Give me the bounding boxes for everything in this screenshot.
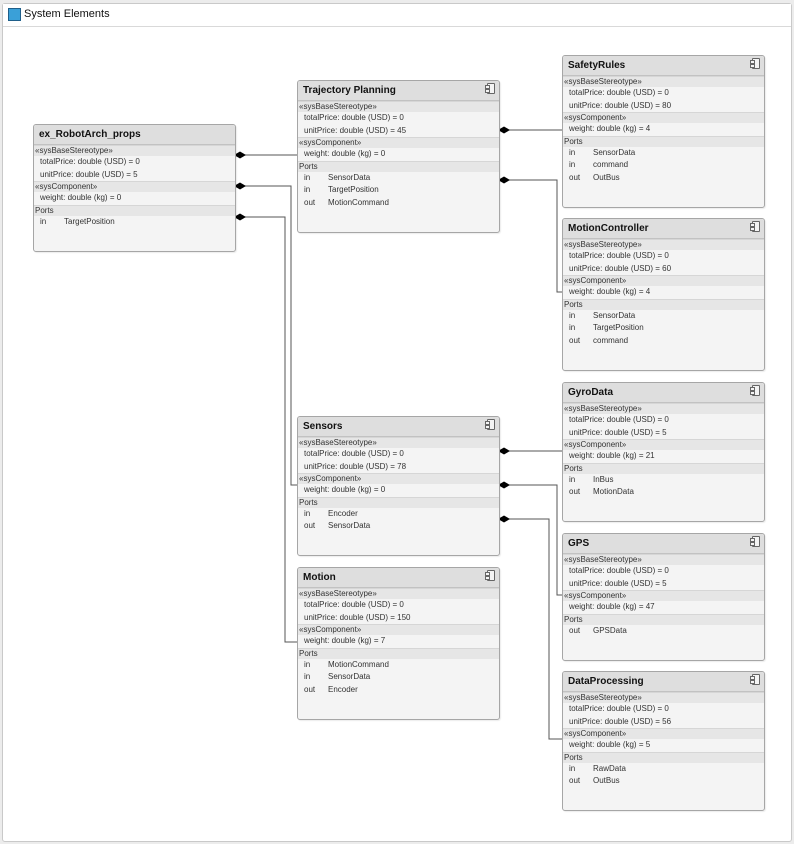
port-direction: in	[304, 508, 311, 518]
property-total-price: totalPrice: double (USD) = 0	[304, 600, 404, 609]
port-direction: out	[569, 776, 581, 785]
block-title: SafetyRules	[568, 60, 626, 71]
property-unit-price: unitPrice: double (USD) = 80	[569, 100, 672, 110]
property-unit-price: unitPrice: double (USD) = 78	[304, 461, 407, 471]
property-unit-price: unitPrice: double (USD) = 60	[569, 263, 672, 273]
port-row	[298, 671, 499, 684]
block-title: Trajectory Planning	[303, 85, 396, 96]
property-weight: weight: double (kg) = 21	[569, 451, 655, 460]
port-direction: in	[569, 763, 576, 773]
port-row	[563, 486, 764, 499]
property-weight: weight: double (kg) = 5	[569, 740, 651, 749]
port-row	[563, 147, 764, 160]
property-weight: weight: double (kg) = 0	[304, 149, 386, 158]
port-name: InBus	[593, 474, 614, 484]
base-stereotype-label: «sysBaseStereotype»	[563, 692, 764, 703]
port-row	[34, 216, 235, 229]
component-icon	[752, 58, 760, 69]
port-name: SensorData	[593, 147, 636, 157]
component-icon	[487, 419, 495, 430]
ports-label: Ports	[298, 161, 499, 172]
port-name: TargetPosition	[593, 323, 644, 332]
ports-label: Ports	[563, 463, 764, 474]
port-name: MotionData	[593, 487, 634, 496]
base-stereotype-label: «sysBaseStereotype»	[34, 145, 235, 156]
port-row	[298, 197, 499, 210]
property-total-price: totalPrice: double (USD) = 0	[569, 88, 669, 97]
port-direction: in	[569, 310, 576, 320]
port-direction: out	[304, 521, 316, 530]
port-direction: out	[569, 335, 581, 345]
property-weight: weight: double (kg) = 0	[304, 485, 386, 494]
property-total-price: totalPrice: double (USD) = 0	[569, 251, 669, 260]
base-stereotype-label: «sysBaseStereotype»	[298, 437, 499, 448]
property-total-price: totalPrice: double (USD) = 0	[569, 704, 669, 713]
block-data-processing[interactable]	[562, 671, 765, 811]
port-direction: out	[569, 625, 581, 635]
port-direction: in	[569, 147, 576, 157]
port-name: GPSData	[593, 625, 627, 635]
base-stereotype-label: «sysBaseStereotype»	[298, 101, 499, 112]
block-title: Motion	[303, 572, 336, 583]
port-row	[563, 322, 764, 335]
port-row	[298, 684, 499, 697]
port-direction: out	[569, 487, 581, 496]
component-stereotype-label: «sysComponent»	[563, 590, 764, 601]
component-stereotype-label: «sysComponent»	[563, 275, 764, 286]
port-row	[298, 659, 499, 672]
base-stereotype-label: «sysBaseStereotype»	[563, 76, 764, 87]
port-name: OutBus	[593, 172, 620, 182]
port-direction: in	[40, 216, 47, 226]
ports-label: Ports	[298, 648, 499, 659]
block-title: MotionController	[568, 223, 649, 234]
port-direction: out	[304, 197, 316, 207]
block-title: Sensors	[303, 421, 343, 432]
property-total-price: totalPrice: double (USD) = 0	[569, 566, 669, 575]
component-stereotype-label: «sysComponent»	[34, 181, 235, 192]
port-direction: in	[569, 474, 576, 484]
block-ex-robotarch-props[interactable]	[33, 124, 236, 252]
port-direction: in	[304, 172, 311, 182]
port-name: OutBus	[593, 776, 620, 785]
port-row	[563, 335, 764, 348]
base-stereotype-label: «sysBaseStereotype»	[563, 403, 764, 414]
block-title: GyroData	[568, 387, 614, 398]
connector-sensors-dataproc	[504, 519, 563, 739]
port-name: SensorData	[328, 672, 371, 681]
property-total-price: totalPrice: double (USD) = 0	[569, 415, 669, 424]
block-title: ex_RobotArch_props	[39, 129, 141, 140]
component-icon	[752, 674, 760, 685]
port-name: RawData	[593, 763, 626, 773]
ports-label: Ports	[298, 497, 499, 508]
component-icon	[752, 385, 760, 396]
block-safety-rules[interactable]	[562, 55, 765, 208]
block-title: GPS	[568, 538, 590, 549]
port-direction: in	[304, 672, 311, 681]
port-name: MotionCommand	[328, 659, 389, 669]
ports-label: Ports	[563, 614, 764, 625]
port-row	[563, 625, 764, 638]
port-direction: in	[569, 323, 576, 332]
component-stereotype-label: «sysComponent»	[563, 728, 764, 739]
property-weight: weight: double (kg) = 7	[304, 636, 386, 645]
base-stereotype-label: «sysBaseStereotype»	[563, 239, 764, 250]
property-unit-price: unitPrice: double (USD) = 56	[569, 716, 672, 726]
connector-root-motion	[240, 217, 297, 642]
port-name: SensorData	[593, 310, 636, 320]
block-motion[interactable]	[297, 567, 500, 720]
component-stereotype-label: «sysComponent»	[563, 112, 764, 123]
connector-trajectory-motionctrl	[504, 180, 563, 292]
port-row	[298, 172, 499, 185]
block-motion-controller[interactable]	[562, 218, 765, 371]
block-title: DataProcessing	[568, 676, 644, 687]
port-row	[563, 775, 764, 788]
port-name: TargetPosition	[64, 216, 115, 226]
property-weight: weight: double (kg) = 0	[40, 193, 122, 202]
port-row	[563, 159, 764, 172]
property-unit-price: unitPrice: double (USD) = 5	[569, 427, 667, 437]
port-row	[298, 508, 499, 521]
block-gps[interactable]	[562, 533, 765, 661]
property-unit-price: unitPrice: double (USD) = 45	[304, 125, 407, 135]
port-direction: in	[569, 160, 576, 169]
port-name: SensorData	[328, 521, 371, 530]
property-total-price: totalPrice: double (USD) = 0	[304, 113, 404, 122]
port-row	[563, 310, 764, 323]
port-direction: in	[304, 659, 311, 669]
property-weight: weight: double (kg) = 4	[569, 124, 651, 133]
port-name: Encoder	[328, 508, 358, 518]
block-sensors[interactable]	[297, 416, 500, 556]
port-name: TargetPosition	[328, 185, 379, 194]
property-weight: weight: double (kg) = 47	[569, 602, 655, 611]
port-direction: in	[304, 185, 311, 194]
base-stereotype-label: «sysBaseStereotype»	[563, 554, 764, 565]
property-unit-price: unitPrice: double (USD) = 5	[569, 578, 667, 588]
component-icon	[752, 536, 760, 547]
component-stereotype-label: «sysComponent»	[298, 624, 499, 635]
component-icon	[752, 221, 760, 232]
port-row	[563, 474, 764, 487]
property-unit-price: unitPrice: double (USD) = 150	[304, 612, 411, 622]
port-row	[563, 172, 764, 185]
ports-label: Ports	[563, 299, 764, 310]
ports-label: Ports	[34, 205, 235, 216]
connector-root-sensors	[240, 186, 297, 485]
block-trajectory-planning[interactable]	[297, 80, 500, 233]
port-name: command	[593, 160, 629, 169]
ports-label: Ports	[563, 136, 764, 147]
property-total-price: totalPrice: double (USD) = 0	[40, 157, 140, 166]
port-direction: out	[569, 172, 581, 182]
port-row	[563, 763, 764, 776]
block-gyro-data[interactable]	[562, 382, 765, 522]
property-unit-price: unitPrice: double (USD) = 5	[40, 169, 138, 179]
property-weight: weight: double (kg) = 4	[569, 287, 651, 296]
port-row	[298, 184, 499, 197]
connector-sensors-gps	[504, 485, 563, 595]
port-name: SensorData	[328, 172, 371, 182]
component-stereotype-label: «sysComponent»	[563, 439, 764, 450]
port-name: command	[593, 335, 629, 345]
ports-label: Ports	[563, 752, 764, 763]
base-stereotype-label: «sysBaseStereotype»	[298, 588, 499, 599]
port-direction: out	[304, 684, 316, 694]
component-stereotype-label: «sysComponent»	[298, 137, 499, 148]
canvas-title: System Elements	[24, 8, 110, 20]
port-name: MotionCommand	[328, 197, 389, 207]
property-total-price: totalPrice: double (USD) = 0	[304, 449, 404, 458]
port-name: Encoder	[328, 684, 358, 694]
component-stereotype-label: «sysComponent»	[298, 473, 499, 484]
component-icon	[487, 83, 495, 94]
port-row	[298, 520, 499, 533]
component-icon	[487, 570, 495, 581]
